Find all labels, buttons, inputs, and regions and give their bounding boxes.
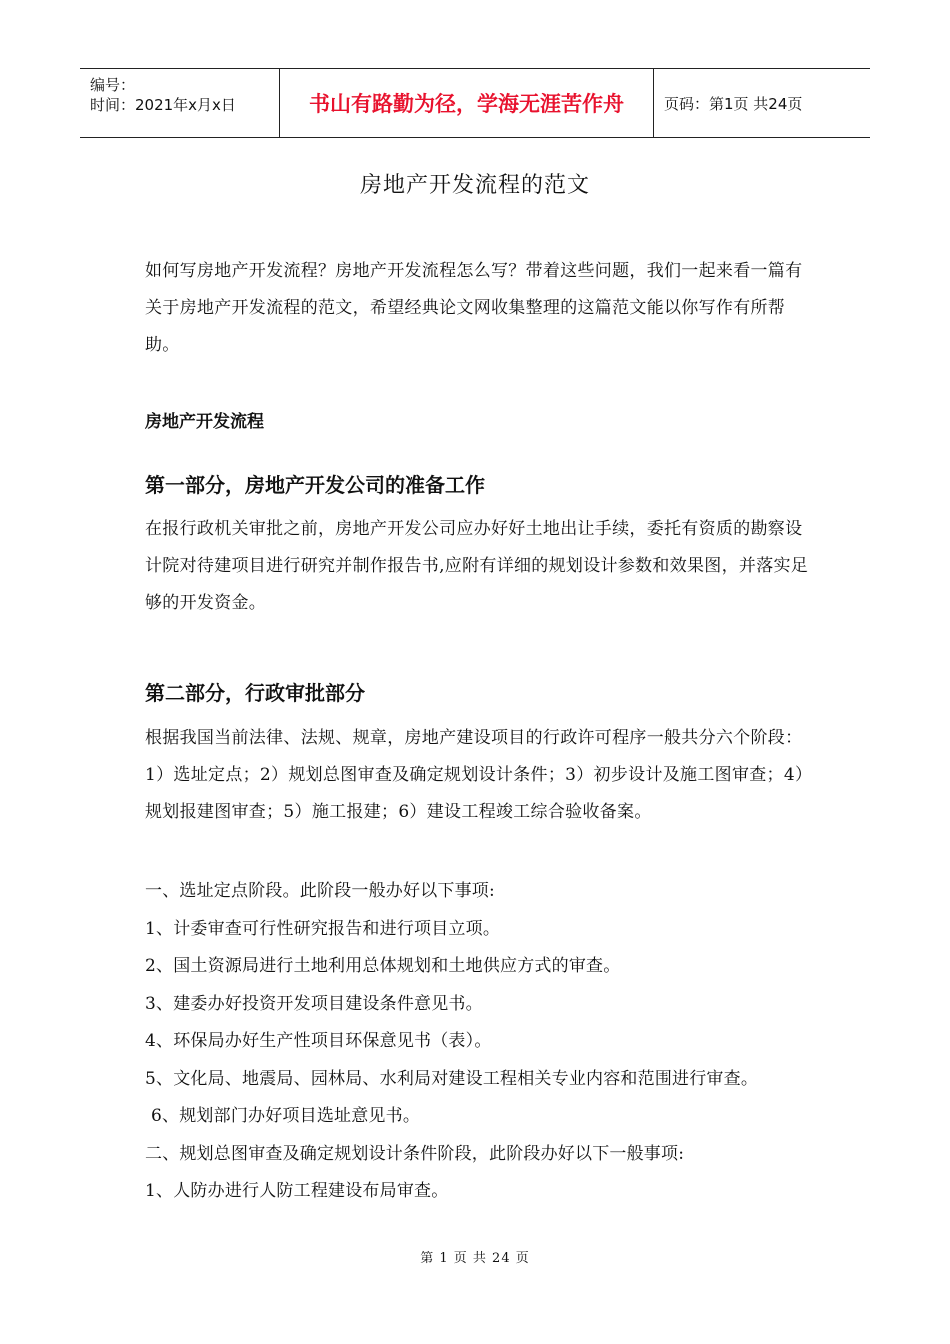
header-meta — [80, 69, 280, 137]
list-item: 4、环保局办好生产性项目环保意见书（表）。 — [145, 1031, 492, 1051]
header-page-info: 页码：第1页 共24页 — [664, 94, 803, 113]
list-item: 一、选址定点阶段。此阶段一般办好以下事项: — [145, 881, 495, 901]
header-motto: 书山有路勤为径，学海无涯苦作舟 — [280, 69, 654, 137]
page-footer: 第 1 页 共 24 页 — [420, 1251, 530, 1266]
list-item: 3、建委办好投资开发项目建设条件意见书。 — [145, 993, 483, 1014]
list-item: 5、文化局、地震局、园林局、水利局对建设工程相关专业内容和范围进行审查。 — [145, 1068, 759, 1089]
subheading: 房地产开发流程 — [145, 412, 264, 432]
section2-heading: 第二部分，行政审批部分 — [145, 681, 365, 705]
list-item: 2、国土资源局进行土地利用总体规划和土地供应方式的审查。 — [145, 956, 621, 976]
list-item: 二、规划总图审查及确定规划设计条件阶段，此阶段办好以下一般事项: — [145, 1143, 685, 1164]
document-title: 房地产开发流程的范文 — [359, 173, 590, 198]
list-item: 6、规划部门办好项目选址意见书。 — [151, 1106, 421, 1126]
section2-body: 根据我国当前法律、法规、规章，房地产建设项目的行政许可程序一般共分六个阶段：1）选址定点；2）规划总图审查及确定规划设计条件；3）初步设计及施工图审查；4）规划报建图审查；5）施工报建；6）建设工程竣工综合验收备案。 — [145, 728, 804, 822]
date-label: 时间：2021年x月x日 — [90, 96, 236, 114]
list-item: 1、计委审查可行性研究报告和进行项目立项。 — [145, 918, 501, 939]
section1-heading: 第一部分，房地产开发公司的准备工作 — [145, 473, 485, 497]
intro-paragraph: 如何写房地产开发流程？房地产开发流程怎么写？带着这些问题，我们一起来看一篇有关于房地产开发流程的范文，希望经典论文网收集整理的这篇范文能以你写作有所帮助。 — [145, 261, 803, 355]
header-table — [80, 68, 870, 138]
number-label: 编号： — [90, 76, 136, 94]
list-item: 1、人防办进行人防工程建设布局审查。 — [145, 1181, 449, 1201]
section1-body: 在报行政机关审批之前，房地产开发公司应办好好土地出让手续，委托有资质的勘察设计院对待建项目进行研究并制作报告书,应附有详细的规划设计参数和效果图，并落实足够的开发资金。 — [145, 519, 809, 613]
approval-items-list — [145, 873, 825, 1211]
